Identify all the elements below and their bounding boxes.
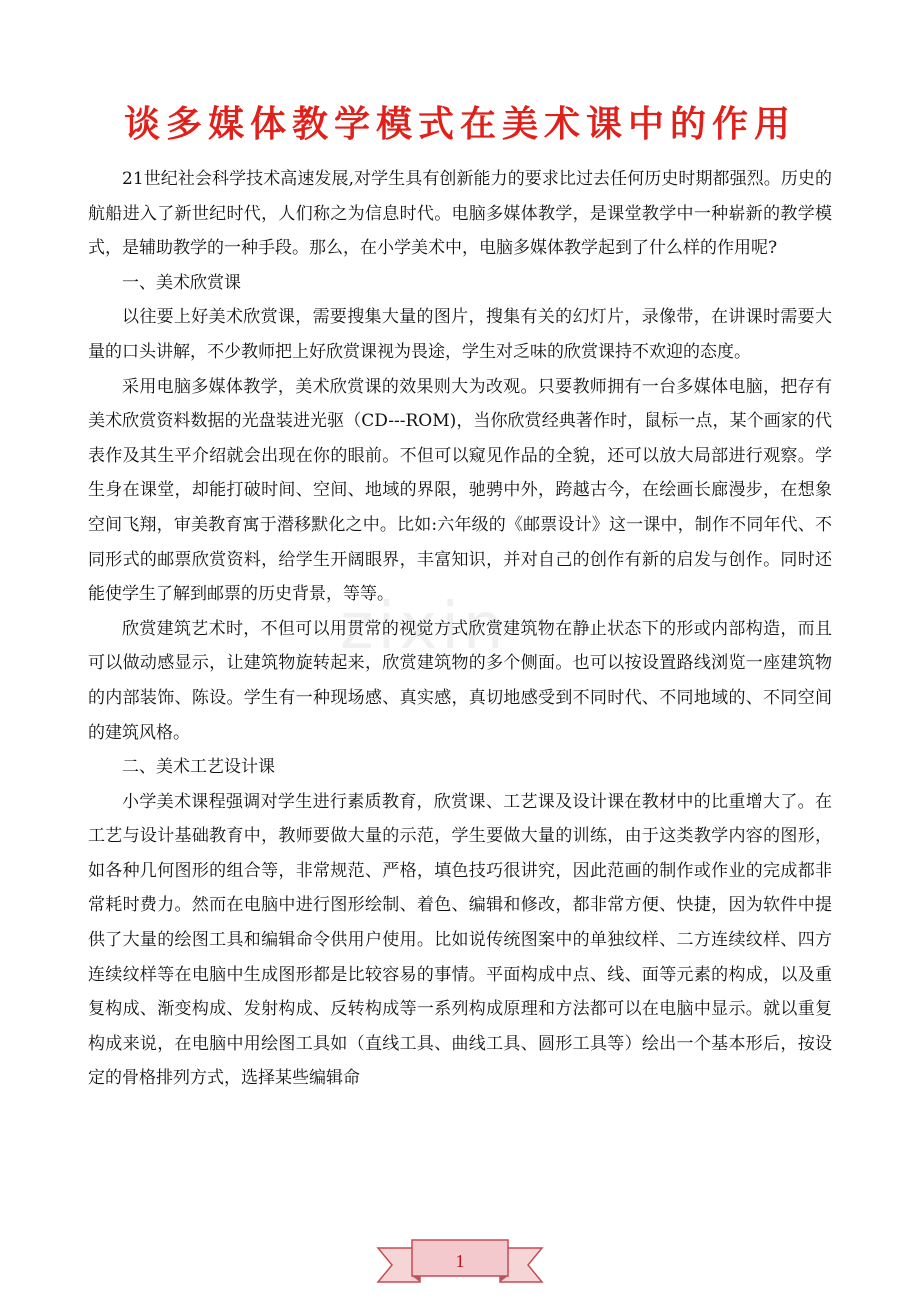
- paragraph-intro: 21世纪社会科学技术高速发展,对学生具有创新能力的要求比过去任何历史时期都强烈。历史的航船进入了新世纪时代，人们称之为信息时代。电脑多媒体教学，是课堂教学中一种崭新的教学模式，是辅助教学的一种手段。那么，在小学美术中，电脑多媒体教学起到了什么样的作用呢?: [88, 169, 832, 259]
- paragraph-craft-design: 小学美术课程强调对学生进行素质教育，欣赏课、工艺课及设计课在教材中的比重增大了。在工艺与设计基础教育中，教师要做大量的示范，学生要做大量的训练，由于这类教学内容的图形，如各种几何图形的组合等，非常规范、严格，填色技巧很讲究，因此范画的制作或作业的完成都非常耗时费力。然而在电脑中进行图形绘制、着色、编辑和修改，都非常方便、快捷，因为软件中提供了大量的绘图工具和编辑命令供用户使用。比如说传统图案中的单独纹样、二方连续纹样、四方连续纹样等在电脑中生成图形都是比较容易的事情。平面构成中点、线、面等元素的构成，以及重复构成、渐变构成、发射构成、反转构成等一系列构成原理和方法都可以在电脑中显示。就以重复构成来说，在电脑中用绘图工具如（直线工具、曲线工具、圆形工具等）绘出一个基本形后，按设定的骨格排列方式，选择某些编辑命: [88, 791, 832, 1089]
- section-heading-appreciation: 一、美术欣赏课: [122, 272, 241, 293]
- paragraph-appreciation-past: 以往要上好美术欣赏课，需要搜集大量的图片，搜集有关的幻灯片，录像带，在讲课时需要大量的口头讲解，不少教师把上好欣赏课视为畏途，学生对乏味的欣赏课持不欢迎的态度。: [88, 307, 832, 362]
- page-number: 1: [455, 1251, 465, 1271]
- document-title: 谈多媒体教学模式在美术课中的作用: [123, 103, 796, 145]
- paragraph-architecture: 欣赏建筑艺术时，不但可以用贯常的视觉方式欣赏建筑物在静止状态下的形或内部构造，而且可以做动感显示，让建筑物旋转起来，欣赏建筑物的多个侧面。也可以按设置路线浏览一座建筑物的内部装饰、陈设。学生有一种现场感、真实感，真切地感受到不同时代、不同地域的、不同空间的建筑风格。: [88, 618, 832, 743]
- paragraph-appreciation-multimedia: 采用电脑多媒体教学，美术欣赏课的效果则大为改观。只要教师拥有一台多媒体电脑，把存有美术欣赏资料数据的光盘装进光驱（CD---ROM)，当你欣赏经典著作时，鼠标一点，某个画家的代表作及其生平介绍就会出现在你的眼前。不但可以窥见作品的全貌，还可以放大局部进行观察。学生身在课堂，却能打破时间、空间、地域的界限，驰骋中外，跨越古今，在绘画长廊漫步，在想象空间飞翔，审美教育寓于潜移默化之中。比如:六年级的《邮票设计》这一课中，制作不同年代、不同形式的邮票欣赏资料，给学生开阔眼界，丰富知识，并对自己的创作有新的启发与创作。同时还能使学生了解到邮票的历史背景，等等。: [88, 376, 832, 605]
- section-heading-craft-design: 二、美术工艺设计课: [122, 757, 275, 778]
- watermark: zixin: [340, 590, 508, 664]
- document-body: [88, 162, 832, 1096]
